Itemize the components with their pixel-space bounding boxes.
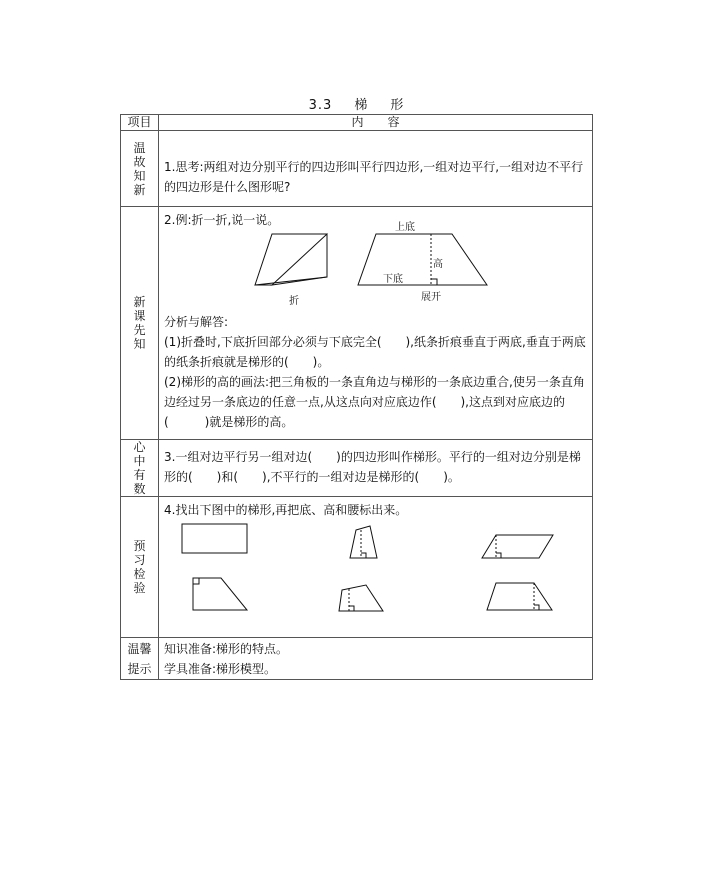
fold-diagram-svg [159, 222, 589, 312]
parallelogram-shape [482, 535, 553, 558]
trapezoid-shape [487, 583, 552, 610]
row-tips [121, 638, 593, 680]
header-row [121, 115, 593, 131]
page-title [0, 94, 713, 113]
worksheet-table [120, 114, 593, 680]
row-preview-check [121, 497, 593, 638]
header-item: 项目 [121, 115, 159, 131]
row-check-understanding [121, 440, 593, 497]
fold-figure [159, 222, 592, 312]
analysis-title: 分析与解答: [164, 315, 229, 329]
question-1-text: 1.思考:两组对边分别平行的四边形叫平行四边形,一组对边平行,一组对边不平行的四边形是什么图形呢? [164, 160, 584, 194]
height-label: 高 [433, 259, 443, 270]
lower-base-label: 下底 [383, 274, 403, 285]
analysis-point-2: (2)梯形的高的画法:把三角板的一条直角边与梯形的一条底边重合,使另一条直角边经过另一条底边的任意一点,从这点向对应底边作( ),这点到对应底边的( )就是梯形的高。 [164, 375, 585, 429]
analysis-point-1: (1)折叠时,下底折回部分必须与下底完全( ),纸条折痕垂直于两底,垂直于两底的纸条折痕就是梯形的( )。 [164, 335, 586, 369]
tips-label-line-2: 提示 [127, 661, 152, 676]
unfolded-trapezoid-shape [358, 234, 487, 285]
example-intro: 2.例:折一折,说一说。 [164, 213, 280, 227]
header-content: 内 容 [159, 115, 593, 131]
tip-tools: 学具准备:梯形模型。 [164, 662, 277, 676]
row-label-check: 心中有数 [133, 440, 146, 496]
tip-knowledge: 知识准备:梯形的特点。 [164, 642, 289, 656]
section-number: 3.3 [308, 98, 333, 113]
title-char-1: 梯 [354, 98, 369, 113]
row-review [121, 131, 593, 207]
folded-strip-shape [255, 234, 327, 285]
row-new-lesson [121, 207, 593, 440]
right-trapezoid-shape [193, 578, 247, 610]
row-label-review: 温故知新 [133, 140, 146, 197]
quadrilateral-shape-2 [339, 585, 383, 611]
upper-base-label: 上底 [395, 222, 415, 233]
row-label-new-lesson: 新课先知 [133, 295, 146, 351]
fold-label: 折 [289, 296, 299, 307]
tips-label-line-1: 温馨 [127, 641, 152, 656]
shapes-figure [159, 520, 589, 624]
question-4-text: 4.找出下图中的梯形,再把底、高和腰标出来。 [164, 503, 408, 517]
title-char-2: 形 [390, 98, 405, 113]
rectangle-shape [182, 524, 247, 553]
question-3-text: 3.一组对边平行另一组对边( )的四边形叫作梯形。平行的一组对边分别是梯形的( )和( ),不平行的一组对边是梯形的( )。 [164, 450, 581, 484]
row-label-preview: 预习检验 [133, 539, 146, 595]
unfold-label: 展开 [421, 292, 441, 303]
quadrilateral-shape-1 [350, 526, 377, 558]
